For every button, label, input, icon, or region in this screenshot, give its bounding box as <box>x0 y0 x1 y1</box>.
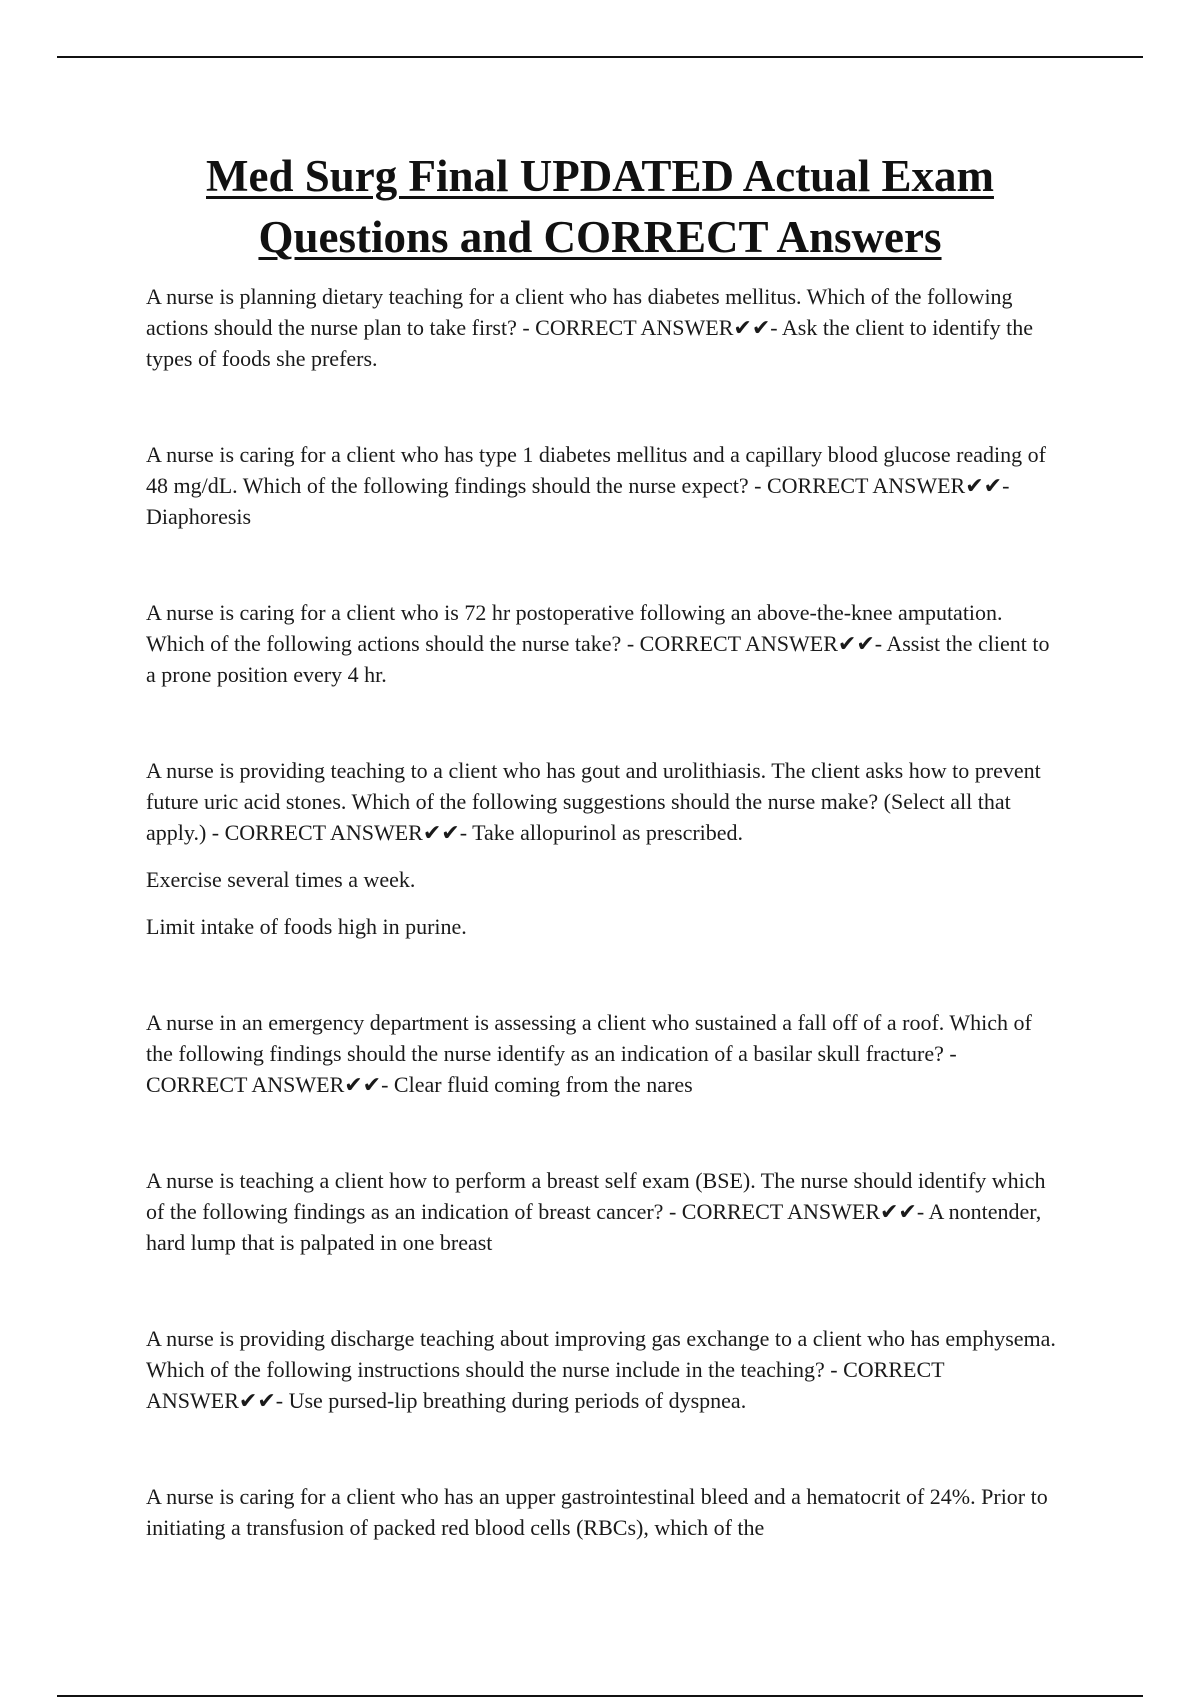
question-text: A nurse is caring for a client who has an upper gastrointestinal bleed and a hematocrit of 24%. Prior to initiating a transfusion of packed red blood cells (RBCs), which of the <box>146 1484 1048 1540</box>
document-title <box>100 146 1100 268</box>
question-text: A nurse is teaching a client how to perform a breast self exam (BSE). The nurse should identify which of the following findings as an indication of breast cancer? - CORRECT ANSWER✔✔- A nontender, hard lump that is palpated in one breast <box>146 1168 1046 1255</box>
question-list <box>146 281 1061 1543</box>
question-text: A nurse is planning dietary teaching for a client who has diabetes mellitus. Which of the following actions should the nurse plan to take first? - CORRECT ANSWER✔✔- Ask the client to identify the types of foods she prefers. <box>146 284 1034 371</box>
footer-rule <box>57 1695 1143 1697</box>
title-line-2: Questions and CORRECT Answers <box>258 212 942 262</box>
question-item <box>146 755 1061 942</box>
question-item <box>146 597 1061 690</box>
question-item <box>146 1165 1061 1258</box>
title-line-1: Med Surg Final UPDATED Actual Exam <box>206 151 994 201</box>
question-item <box>146 439 1061 532</box>
question-text: A nurse in an emergency department is assessing a client who sustained a fall off of a roof. Which of the following findings should the nurse identify as an indication of a basilar skull fracture? - CORRECT ANSWER✔✔- Clear fluid coming from the nares <box>146 1010 1032 1097</box>
question-text: A nurse is providing discharge teaching about improving gas exchange to a client who has emphysema. Which of the following instructions should the nurse include in the teaching? - CORRECT ANSWER✔✔- Use pursed-lip breathing during periods of dyspnea. <box>146 1326 1056 1413</box>
question-item <box>146 1007 1061 1100</box>
question-text: A nurse is caring for a client who is 72 hr postoperative following an above-the-knee amputation. Which of the following actions should the nurse take? - CORRECT ANSWER✔✔- Assist the client to a prone position every 4 hr. <box>146 600 1050 687</box>
question-text: A nurse is caring for a client who has type 1 diabetes mellitus and a capillary blood glucose reading of 48 mg/dL. Which of the following findings should the nurse expect? - CORRECT ANSWER✔✔- Diaphoresis <box>146 442 1046 529</box>
header-rule <box>57 56 1143 58</box>
question-text: A nurse is providing teaching to a client who has gout and urolithiasis. The client asks how to prevent future uric acid stones. Which of the following suggestions should the nurse make? (Select all that apply.) - CORRECT ANSWER✔✔- Take allopurinol as prescribed. <box>146 758 1041 845</box>
question-item <box>146 1481 1061 1543</box>
answer-continuation: Exercise several times a week. <box>146 867 416 892</box>
question-item <box>146 1323 1061 1416</box>
answer-continuation: Limit intake of foods high in purine. <box>146 914 467 939</box>
question-item <box>146 281 1061 374</box>
